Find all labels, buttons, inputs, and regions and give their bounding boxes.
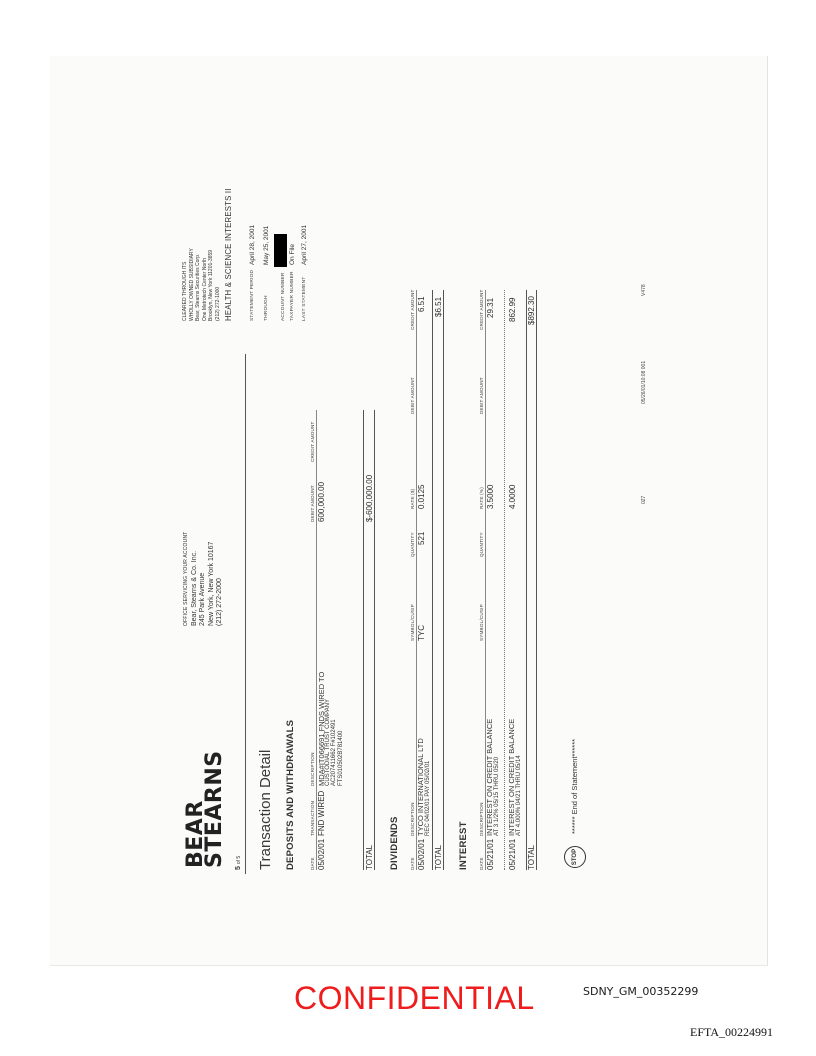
office-heading: OFFICE SERVICING YOUR ACCOUNT <box>183 531 189 626</box>
logo-line-2: STEARNS <box>202 750 227 868</box>
clearing-line: CLEARED THROUGH ITS <box>182 261 188 321</box>
taxpayer-number-value: On File <box>289 244 296 265</box>
col-rate: RATE (%) <box>479 487 484 509</box>
office-city: New York, New York 10167 <box>207 541 215 626</box>
confidential-stamp: CONFIDENTIAL <box>294 980 535 1016</box>
header-rule <box>245 354 246 874</box>
col-symbol: SYMBOL/CUSIP <box>410 604 415 641</box>
interest-description-line: AT 3 1/2% 05/15 THRU 05/20 <box>493 756 500 836</box>
clearing-line: (212) 272-1000 <box>214 286 221 321</box>
account-name: HEALTH & SCIENCE INTERESTS II <box>224 188 233 321</box>
office-street: 245 Park Avenue <box>199 572 207 626</box>
col-credit: CREDIT AMOUNT <box>310 421 315 462</box>
end-of-statement: ****** End of Statement****** <box>570 738 579 834</box>
interest-total-label: TOTAL <box>527 844 536 870</box>
col-date: DATE <box>410 857 415 870</box>
clearing-line: One Metrotech Center North <box>201 257 208 321</box>
statement-period-label: STATEMENT PERIOD <box>250 269 255 321</box>
deposit-description <box>318 672 344 786</box>
total-rule <box>526 290 527 870</box>
logo-line-1: BEAR <box>183 800 208 868</box>
col-debit: DEBIT AMOUNT <box>310 485 315 522</box>
total-rule <box>363 410 364 870</box>
clearing-line: WHOLLY OWNED SUBSIDIARY <box>188 248 195 321</box>
dividends-total-label: TOTAL <box>434 844 443 870</box>
dividend-credit: 6.51 <box>417 296 426 312</box>
interest-description <box>486 719 500 836</box>
interest-description-line: INTEREST ON CREDIT BALANCE <box>507 718 516 836</box>
footer-code: 027 <box>641 495 647 504</box>
total-rule <box>443 290 444 870</box>
stop-sign-label: STOP <box>572 848 578 866</box>
deposit-description-line: CUSTODIAL TRUST COMPANY <box>325 698 331 786</box>
deposit-description-line: FTS010502B781400 <box>337 730 344 786</box>
interest-description-line: INTEREST ON CREDIT BALANCE <box>485 718 494 836</box>
interest-rate: 3.5000 <box>486 484 495 509</box>
dividends-total-value: $6.51 <box>434 296 443 317</box>
interest-description <box>508 719 522 836</box>
interest-description-line: AT 4.000% 04/21 THRU 05/14 <box>515 755 522 836</box>
office-phone: (212) 272-2000 <box>216 578 224 626</box>
col-credit: CREDIT AMOUNT <box>479 289 484 330</box>
page-number <box>235 856 242 870</box>
footer-timestamp: 05/26/01/10:08 001 <box>641 360 647 404</box>
deposit-description-line: AC207411662 F#102491 <box>331 719 338 786</box>
col-quantity: QUANTITY <box>479 532 484 557</box>
interest-date: 05/21/01 <box>508 838 517 870</box>
col-date: DATE <box>479 857 484 870</box>
deposit-date: 05/02/01 <box>317 838 326 870</box>
col-description: DESCRIPTION <box>479 802 484 836</box>
col-date: DATE <box>310 857 315 870</box>
clearing-block <box>182 248 221 321</box>
bates-number: SDNY_GM_00352299 <box>583 985 699 998</box>
dividends-heading: DIVIDENDS <box>389 816 400 870</box>
account-number-label: ACCOUNT NUMBER <box>281 272 286 321</box>
clearing-line: Bear, Stearns Securities Corp. <box>195 253 201 321</box>
dividend-date: 05/02/01 <box>417 838 426 870</box>
dividend-quantity: 521 <box>417 531 426 545</box>
col-symbol: SYMBOL/CUSIP <box>479 604 484 641</box>
stop-sign-icon <box>564 846 586 868</box>
deposits-total-label: TOTAL <box>365 844 374 870</box>
col-debit: DEBIT AMOUNT <box>410 377 415 414</box>
dividend-description-line: TYCO INTERNATIONAL LTD <box>416 738 425 836</box>
dividend-symbol: TYC <box>417 625 426 641</box>
interest-heading: INTEREST <box>458 821 469 870</box>
redaction-bar <box>274 234 287 267</box>
page-title: Transaction Detail <box>257 749 274 870</box>
through-value: May 25, 2001 <box>263 225 270 265</box>
deposits-total-value: $-600,000.00 <box>365 474 374 522</box>
bear-stearns-logo <box>183 750 227 868</box>
clearing-line: Brooklyn, New York 11201-3859 <box>208 249 214 321</box>
interest-rate: 4.0000 <box>508 484 517 509</box>
statement-period-value: April 28, 2001 <box>249 224 256 265</box>
interest-credit: 862.99 <box>508 297 517 322</box>
dividend-rate: 0.0125 <box>417 484 426 509</box>
col-transaction: TRANSACTION <box>310 800 315 836</box>
taxpayer-number-label: TAXPAYER NUMBER <box>290 271 295 321</box>
office-name: Bear, Stearns & Co. Inc. <box>190 550 198 626</box>
total-rule <box>432 290 433 870</box>
interest-credit: 29.31 <box>486 297 495 318</box>
col-rate: RATE ($) <box>410 488 415 509</box>
page-number-value: 5 <box>235 866 242 870</box>
office-address-block <box>182 531 225 626</box>
row-divider <box>504 290 505 870</box>
interest-date: 05/21/01 <box>486 838 495 870</box>
total-rule <box>536 290 537 870</box>
deposit-transaction: FND WIRED <box>317 790 326 836</box>
footer-code: V478 <box>641 284 647 296</box>
interest-total-value: $892.30 <box>527 296 536 325</box>
col-credit: CREDIT AMOUNT <box>410 289 415 330</box>
statement-page <box>168 184 658 874</box>
col-quantity: QUANTITY <box>410 532 415 557</box>
deposit-debit: 600,000.00 <box>317 481 326 522</box>
dividend-description-line: REC 04/02/01 PAY 05/02/01 <box>424 760 431 836</box>
last-statement-value: April 27, 2001 <box>301 224 308 265</box>
deposits-heading: DEPOSITS AND WITHDRAWALS <box>285 719 296 870</box>
col-description: DESCRIPTION <box>410 802 415 836</box>
col-debit: DEBIT AMOUNT <box>479 377 484 414</box>
deposit-description-line: MDA#IT066691 FNDS WIRED TO <box>317 671 326 786</box>
total-rule <box>374 410 375 870</box>
page-number-total: of 5 <box>236 855 242 865</box>
last-statement-label: LAST STATEMENT <box>302 276 307 321</box>
col-description: DESCRIPTION <box>310 752 315 786</box>
dividend-description <box>417 738 431 836</box>
efta-number: EFTA_00224991 <box>690 1025 774 1039</box>
through-label: THROUGH <box>264 295 269 321</box>
